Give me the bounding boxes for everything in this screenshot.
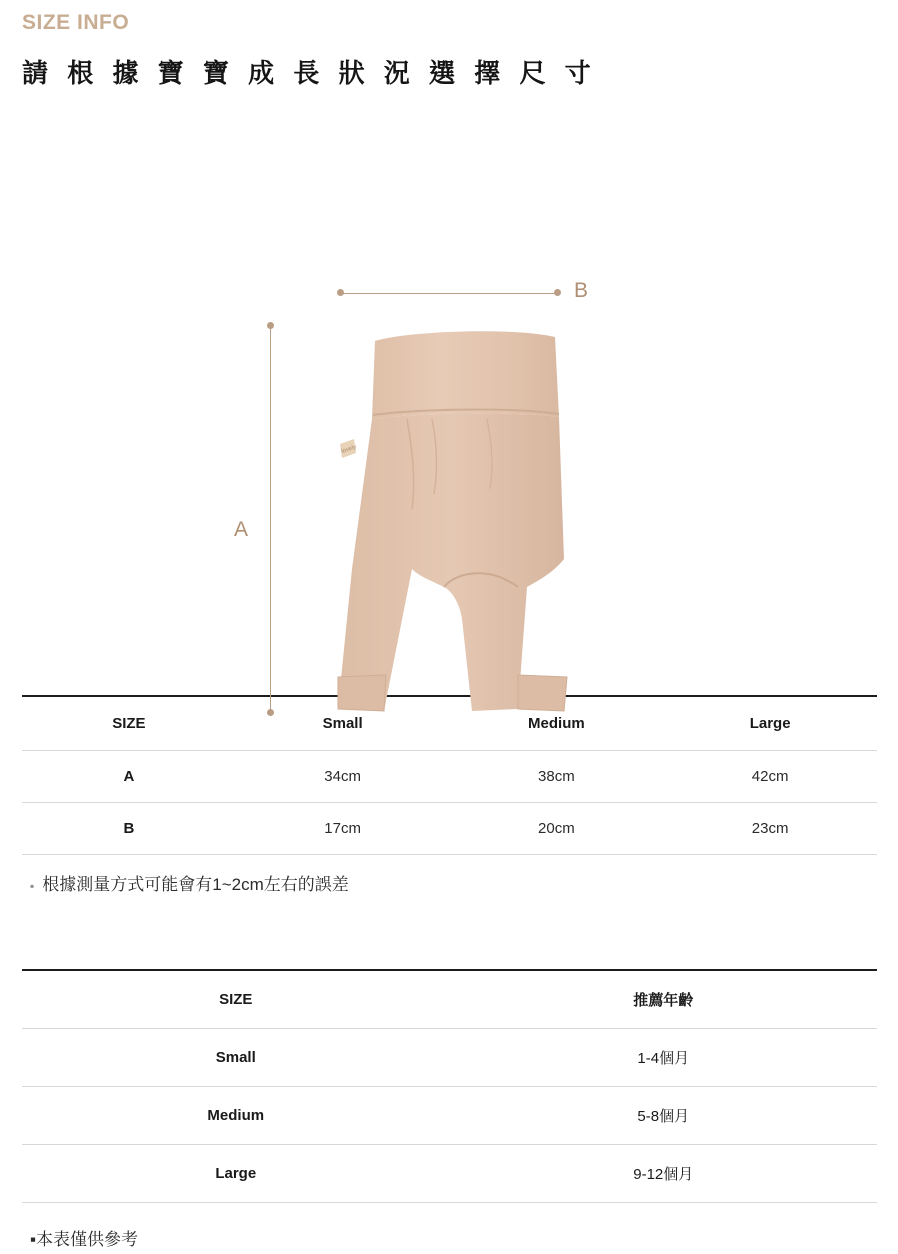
row-label-large: Large <box>22 1145 450 1203</box>
col-size: SIZE <box>112 714 146 732</box>
measure-b-line <box>340 293 558 294</box>
table-row <box>22 1029 877 1087</box>
cell-b-small: 17cm <box>236 802 450 854</box>
row-label-medium: Medium <box>22 1087 450 1145</box>
age-table-note <box>22 1225 876 1250</box>
table-row <box>22 750 877 802</box>
cell-b-medium: 20cm <box>450 802 664 854</box>
size-measurement-table-wrapper <box>22 695 876 898</box>
age-table-wrapper <box>22 969 876 1250</box>
measurement-note <box>22 872 876 898</box>
svg-text:lovely: lovely <box>340 444 358 455</box>
cell-a-medium: 38cm <box>450 750 664 802</box>
table-row <box>22 1145 877 1203</box>
baby-pants-image <box>312 319 622 719</box>
size-measurement-table <box>22 695 877 855</box>
row-label-small: Small <box>22 1029 450 1087</box>
row-label-b: B <box>22 802 236 854</box>
measure-b-end-dot <box>554 289 561 296</box>
col-large: Large <box>749 714 791 732</box>
col-recommended-age: 推薦年齡 <box>633 992 694 1010</box>
table-row <box>22 1087 877 1145</box>
recommended-age-table <box>22 969 877 1203</box>
cell-age-medium: 5-8個月 <box>450 1087 878 1145</box>
cell-age-small: 1-4個月 <box>450 1029 878 1087</box>
measure-a-label: A <box>234 517 249 541</box>
cell-b-large: 23cm <box>663 802 877 854</box>
measurement-diagram <box>22 133 876 643</box>
col-medium: Medium <box>528 714 585 732</box>
measure-a-end-dot <box>267 709 274 716</box>
bullet-icon: ▪ <box>30 1230 37 1250</box>
row-label-a: A <box>22 750 236 802</box>
table-header-row <box>22 970 877 1029</box>
measurement-note-text: 根據測量方式可能會有1~2cm左右的誤差 <box>42 874 349 894</box>
col-small: Small <box>322 714 363 732</box>
size-info-eyebrow: SIZE INFO <box>22 11 130 34</box>
table-row <box>22 802 877 854</box>
bullet-icon: ▪ <box>30 878 35 893</box>
measure-b-label: B <box>574 278 589 302</box>
col-size: SIZE <box>219 991 253 1009</box>
cell-a-large: 42cm <box>663 750 877 802</box>
age-table-note-text: 本表僅供參考 <box>36 1230 139 1250</box>
page-title: 請 根 據 寶 寶 成 長 狀 況 選 擇 尺 寸 <box>22 58 597 89</box>
measure-a-line <box>270 325 271 712</box>
cell-age-large: 9-12個月 <box>450 1145 878 1203</box>
cell-a-small: 34cm <box>236 750 450 802</box>
